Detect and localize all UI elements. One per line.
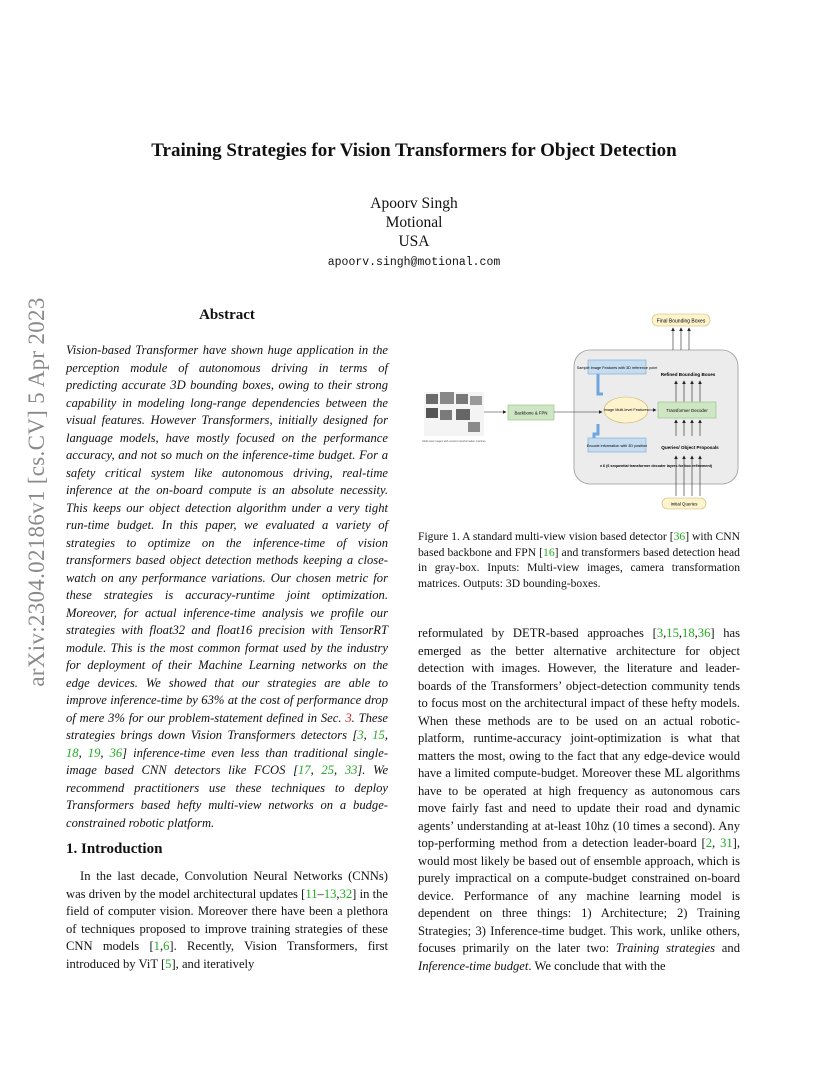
- citation-link[interactable]: 36: [109, 745, 123, 760]
- author-name: Apoorv Singh: [370, 195, 458, 212]
- queries-label: Queries/ Object Proposals: [661, 445, 719, 450]
- author-country: USA: [398, 233, 430, 250]
- figure-1-diagram: [418, 306, 740, 518]
- emphasis-text: Training strategies: [615, 941, 716, 955]
- citation-link[interactable]: 6: [163, 939, 170, 953]
- citation-link[interactable]: 2: [705, 836, 713, 850]
- body-text: and: [715, 941, 740, 955]
- citation-link[interactable]: 15: [372, 728, 385, 742]
- input-images-thumbnail: [424, 392, 484, 436]
- citation-link[interactable]: 18: [66, 745, 79, 760]
- intro-text: In the last decade, Convolution Neural Networks (CNNs) was driven by the model architectural updates [: [66, 869, 388, 901]
- citation-link[interactable]: 5: [165, 956, 172, 971]
- introduction-body: In the last decade, Convolution Neural Networks (CNNs) was driven by the model architectural updates [11–13,32] in the field of computer vision. Moreover there have been a plethora of techniques proposed to improve training strategies of these CNN models [1,6]. Recently, Vision Transformers, first introduced by ViT [5], and iteratively: [66, 869, 389, 971]
- citation-link[interactable]: 36: [697, 626, 711, 640]
- citation-link[interactable]: 11: [305, 886, 318, 901]
- body-text: reformulated by DETR-based approaches [: [418, 626, 657, 640]
- figure-1-caption: [418, 529, 740, 591]
- paper-title: Training Strategies for Vision Transformers for Object Detection: [151, 140, 677, 161]
- sample-features-label: Sample Image Features with 3D reference point: [576, 366, 658, 370]
- caption-text: ] with CNN based backbone and FPN [: [418, 530, 740, 559]
- intro-text: ], and iteratively: [171, 956, 255, 971]
- citation-link[interactable]: 19: [87, 745, 101, 760]
- citation-link[interactable]: 32: [339, 886, 353, 901]
- abstract-text: ] inference-time even less than traditional single-image based CNN detectors like FCOS [: [66, 745, 389, 777]
- citation-link[interactable]: 13: [323, 886, 337, 901]
- refined-boxes-label: Refined Bounding Boxes: [660, 372, 716, 377]
- caption-text: ] and transformers based detection head in gray-box. Inputs: Multi-view images, camera transformation matrices. Outputs: 3D bounding-boxes.: [418, 545, 740, 590]
- citation-link[interactable]: 18: [682, 626, 695, 640]
- citation-link[interactable]: 17: [298, 763, 311, 777]
- author-affiliation: Motional: [385, 214, 443, 231]
- body-text: ] has emerged as the better alternative architecture for object detection with images. However, the literature and leader-boards of the Transformers’ object-detection community tends to focus most on the architectural impact of these hefty models. When these methods are to be used on an actual robotic-platform, runtime-accuracy joint-optimization is what that matters the most, owing to the fact that any edge-device would have a limited compute-budget. Moreover these ML algorithms have to be operated at high frequency as autonomous cars move fairly fast and need to update their road and dynamic agents’ understanding at at-least 10hz (10 times a second). Any top-performing method from a detection leader-board [: [418, 626, 740, 850]
- citation-link[interactable]: 1: [153, 939, 160, 953]
- multi-level-features-label: Image Multi-level Features: [603, 408, 649, 412]
- arxiv-sidebar-stamp: [22, 292, 52, 692]
- citation-link[interactable]: 15: [666, 626, 679, 640]
- right-column-body: reformulated by DETR-based approaches [3,15,18,36] has emerged as the better alternative architecture for object detection with images. However, the literature and leader-boards of the Transformers’ object-detection community tends to focus most on the architectural impact of these hefty models. When these methods are to be used on an actual robotic-platform, runtime-accuracy joint-optimization is what that matters the most, owing to the fact that any edge-device would have a limited compute-budget. Moreover these ML algorithms have to be operated at high frequency as autonomous cars move fairly fast and need to update their road and dynamic agents’ understanding at at-least 10hz (10 times a second). Any top-performing method from a detection leader-board [2, 31], would most likely be based out of ensemble approach, which is purely impractical on a compute-budget constrained on-board device. Performance of any machine learning model is dependent on three things: 1) Architecture; 2) Training Strategies; 3) Inference-time budget. This work, unlike others, focuses primarily on the later two: Training strategies and Inference-time budget. We conclude that with the: [418, 626, 741, 973]
- initial-queries-label: Initial Queries: [670, 501, 698, 507]
- backbone-label: Backbone & FPN: [514, 410, 548, 416]
- citation-link[interactable]: 36: [673, 530, 686, 543]
- section-heading-introduction: 1. Introduction: [66, 841, 163, 857]
- body-text: ], would most likely be based out of ensemble approach, which is purely impractical on a compute-budget constrained on-board device. Performance of any machine learning model is dependent on three things: 1) Architecture; 2) Training Strategies; 3) Inference-time budget. This work, unlike others, focuses primarily on the later two:: [418, 836, 741, 955]
- abstract-text: Vision-based Transformer have shown huge application in the perception module of autonomous driving in terms of predicting accurate 3D bounding boxes, owing to their strong capability in modeling long-range dependencies between the visual features. However Transformers, initially designed for language models, have mostly focused on the performance accuracy, and not so much on the inference-time budget. For a safety critical system like autonomous driving, real-time inference at the on-board compute is an absolute necessity. This keeps our object detection algorithm under a very tight run-time budget. In this paper, we evaluated a variety of strategies to optimize on the inference-time of vision transformers based object detection methods keeping a close-watch on any performance variations. Our chosen metric for these strategies is accuracy-runtime joint optimization. Moreover, for actual inference-time analysis we profile our strategies with float32 and float16 precision with TensorRT module. This is the most common format used by the industry for deployment of their Machine Learning networks on the edge devices. We showed that our strategies are able to improve inference-time by 63% at the cost of performance drop of mere 3% for our problem-statement defined in Sec.: [66, 343, 388, 725]
- body-text: . We conclude that with the: [528, 958, 666, 973]
- citation-link[interactable]: 25: [321, 763, 334, 777]
- citation-link[interactable]: 3: [656, 626, 664, 640]
- input-images-caption: Multi-view images with camera transformation matrices: [422, 440, 486, 443]
- abstract-text: ]. We recommend practitioners use these techniques to deploy Transformers based hefty multi-view networks on a budge-constrained robotic platform.: [66, 763, 389, 830]
- intro-text: ]. Recently, Vision Transformers, first introduced by ViT [: [66, 939, 389, 971]
- abstract-text: . These strategies brings down Vision Transformers detectors [: [66, 710, 388, 742]
- abstract-heading: Abstract: [199, 307, 255, 323]
- transformer-decoder-label: Transformer Decoder: [666, 408, 708, 413]
- encode-position-label: Encode information with 3D position: [586, 444, 648, 448]
- citation-link[interactable]: 33: [344, 763, 358, 777]
- emphasis-text: Inference-time budget: [418, 958, 529, 973]
- author-email: apoorv.singh@motional.com: [327, 256, 501, 269]
- abstract-body: Vision-based Transformer have shown huge application in the perception module of autonomous driving in terms of predicting accurate 3D bounding boxes, owing to their strong capability in modeling long-range dependencies between the visual features. However Transformers, initially designed for language models, have mostly focused on the performance accuracy, and not so much on the inference-time budget. For a safety critical system like autonomous driving, real-time inference at the on-board compute is an absolute necessity. This keeps our object detection algorithm under a very tight run-time budget. In this paper, we evaluated a variety of strategies to optimize on the inference-time of vision transformers based object detection methods keeping a close-watch on any performance variations. Our chosen metric for these strategies is accuracy-runtime joint optimization. Moreover, for actual inference-time analysis we profile our strategies with float32 and float16 precision with TensorRT module. This is the most common format used by the industry for deployment of their Machine Learning networks on the edge devices. We showed that our strategies are able to improve inference-time by 63% at the cost of performance drop of mere 3% for our problem-statement defined in Sec. 3. These strategies brings down Vision Transformers detectors [3, 15, 18, 19, 36] inference-time even less than traditional single-image based CNN detectors like FCOS [17, 25, 33]. We recommend practitioners use these techniques to deploy Transformers based hefty multi-view networks on a budge-constrained robotic platform.: [66, 343, 389, 830]
- final-boxes-label: Final Bounding Boxes: [656, 318, 706, 325]
- x6-label: x 6 (6 sequential transformer decoder layers for box refinement): [599, 464, 713, 468]
- intro-text: ] in the field of computer vision. Moreover there have been a plethora of techniques proposed to improve training strategies of these CNN models [: [66, 886, 388, 953]
- section-link[interactable]: 3: [345, 710, 352, 725]
- citation-link[interactable]: 16: [543, 545, 555, 559]
- citation-link[interactable]: 3: [357, 728, 364, 742]
- citation-link[interactable]: 31: [720, 836, 733, 850]
- caption-text: Figure 1. A standard multi-view vision based detector [: [418, 530, 674, 543]
- arxiv-id: arXiv:2304.02186v1 [cs.CV] 5 Apr 2023: [24, 297, 49, 687]
